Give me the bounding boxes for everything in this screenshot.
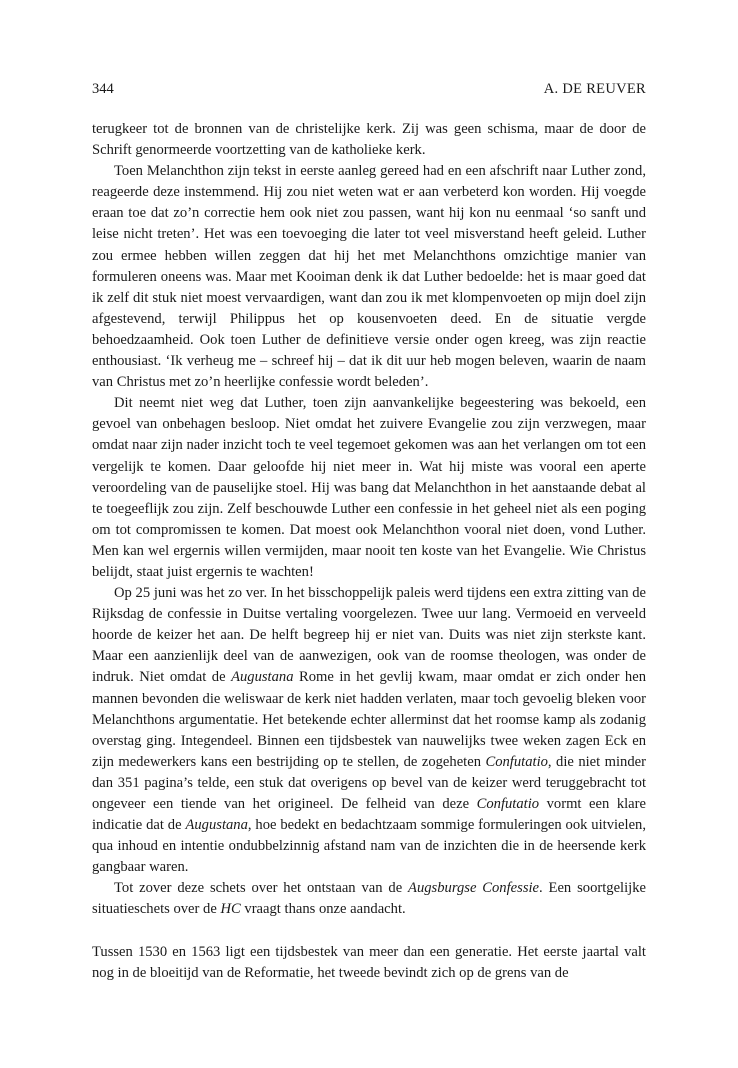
text-run: Op 25 juni was het zo ver. In het bisschoppelijk paleis werd tijdens een extra zitting van de Rijksdag de confessie in Duitse vertaling voorgelezen. Twee uur lang. Vermoeid en verveeld hoorde de keizer het aan. De helft begreep hij er niet van. Duits was niet zijn sterkste kant. Maar een aanzienlijk deel van de aanwezigen, ook van de roomse theologen, was onder de indruk. Niet omdat de [92, 585, 646, 686]
paragraph [92, 393, 646, 583]
text-run: Rome in het gevlij kwam, maar omdat er zich onder hen mannen bevonden die weliswaar de kerk niet hadden verlaten, maar toch gevoelig bleken voor Melanchthons argumentatie. Het betekende echter allerminst dat het roomse kamp als zodanig overstag ging. Integendeel. Binnen een tijdsbestek van nauwelijks twee weken zagen Eck en zijn medewerkers kans een bestrijding op te stellen, de zogeheten [92, 669, 646, 770]
body-text [92, 119, 646, 984]
text-run: Dit neemt niet weg dat Luther, toen zijn aanvankelijke begeestering was bekoeld, een gevoel van onbehagen besloop. Niet omdat het zuivere Evangelie zou zijn verzwegen, maar omdat naar zijn nader inzicht toch te veel tegemoet gekomen was aan het verlangen om tot een vergelijk te komen. Daar geloofde hij niet meer in. Wat hij miste was vooral een aperte veroordeling van de pauselijke stoel. Hij was bang dat Melanchthon in het aanstaande debat al te toegeeflijk zou zijn. Zelf beschouwde Luther een confessie in het geheel niet als een poging om tot compromissen te komen. Dat moest ook Melanchthon vooral niet doen, vond Luther. Men kan wel ergernis willen vermijden, maar nooit ten koste van het Evangelie. Wie Christus belijdt, staat juist ergernis te wachten! [92, 395, 646, 580]
paragraph [92, 878, 646, 920]
italic-run: Augustana [231, 669, 294, 686]
italic-run: Confutatio [476, 796, 540, 812]
text-run: Tot zover deze schets over het ontstaan van de [114, 880, 409, 897]
italic-run: HC [220, 901, 241, 918]
italic-run: Augsburgse Confessie [408, 880, 540, 897]
text-run: Tussen 1530 en 1563 ligt een tijdsbestek van meer dan een generatie. Het eerste jaartal valt nog in de bloeitijd van de Reformatie, het tweede bevindt zich op de grens van de [92, 943, 646, 981]
text-run: , die niet minder dan 351 pagina’s telde, een stuk dat overigens op bevel van de keizer werd teruggebracht tot ongeveer een tiende van het origineel. De felheid van deze [92, 753, 646, 812]
running-header [92, 78, 646, 100]
paragraph [92, 583, 646, 878]
text-run: terugkeer tot de bronnen van de christelijke kerk. Zij was geen schisma, maar de door de Schrift genormeerde voortzetting van de katholieke kerk. [92, 121, 646, 159]
paragraph [92, 161, 646, 393]
italic-run: Augustana [185, 817, 248, 834]
text-run: vraagt thans onze aandacht. [240, 901, 406, 918]
page-number: 344 [92, 81, 114, 97]
paragraph [92, 119, 646, 161]
running-author: A. DE REUVER [543, 81, 646, 97]
paragraph [92, 942, 646, 984]
text-run: vormt een klare indicatie dat de [92, 796, 646, 834]
italic-run: Confutatio [485, 753, 548, 770]
text-run: . Een soortgelijke situatieschets over de [92, 880, 646, 918]
text-run: Toen Melanchthon zijn tekst in eerste aanleg gereed had en een afschrift naar Luther zond, reageerde deze instemmend. Hij zou niet weten wat er aan verbeterd kon worden. Hij voegde eraan toe dat zo’n correctie hem ook niet zou passen, want hij kon nu eenmaal ‘so sanft und leise nicht treten’. Het was een toevoeging die later tot veel misverstand heeft geleid. Luther zou ermee hebben willen zeggen dat hij het met Melanchthons omzichtige manier van formuleren oneens was. Maar met Kooiman denk ik dat Luther bedoelde: het is maar goed dat ik zelf dit stuk niet moest vervaardigen, want dan zou ik met klompenvoeten op mijn doel zijn afgestevend, terwijl Philippus het op kousenvoeten deed. En de situatie vergde behoedzaamheid. Ook toen Luther de definitieve versie onder ogen kreeg, was zijn reactie enthousiast. ‘Ik verheug me – schreef hij – dat ik dit uur heb mogen beleven, waarin de naam van Christus met zo’n heerlijke confessie wordt beleden’. [92, 163, 646, 391]
text-run: , hoe bedekt en bedachtzaam sommige formuleringen ook uitvielen, qua inhoud en intentie ondubbelzinnig afstand nam van de inzichten die in de heersende kerk gangbaar waren. [92, 817, 647, 876]
